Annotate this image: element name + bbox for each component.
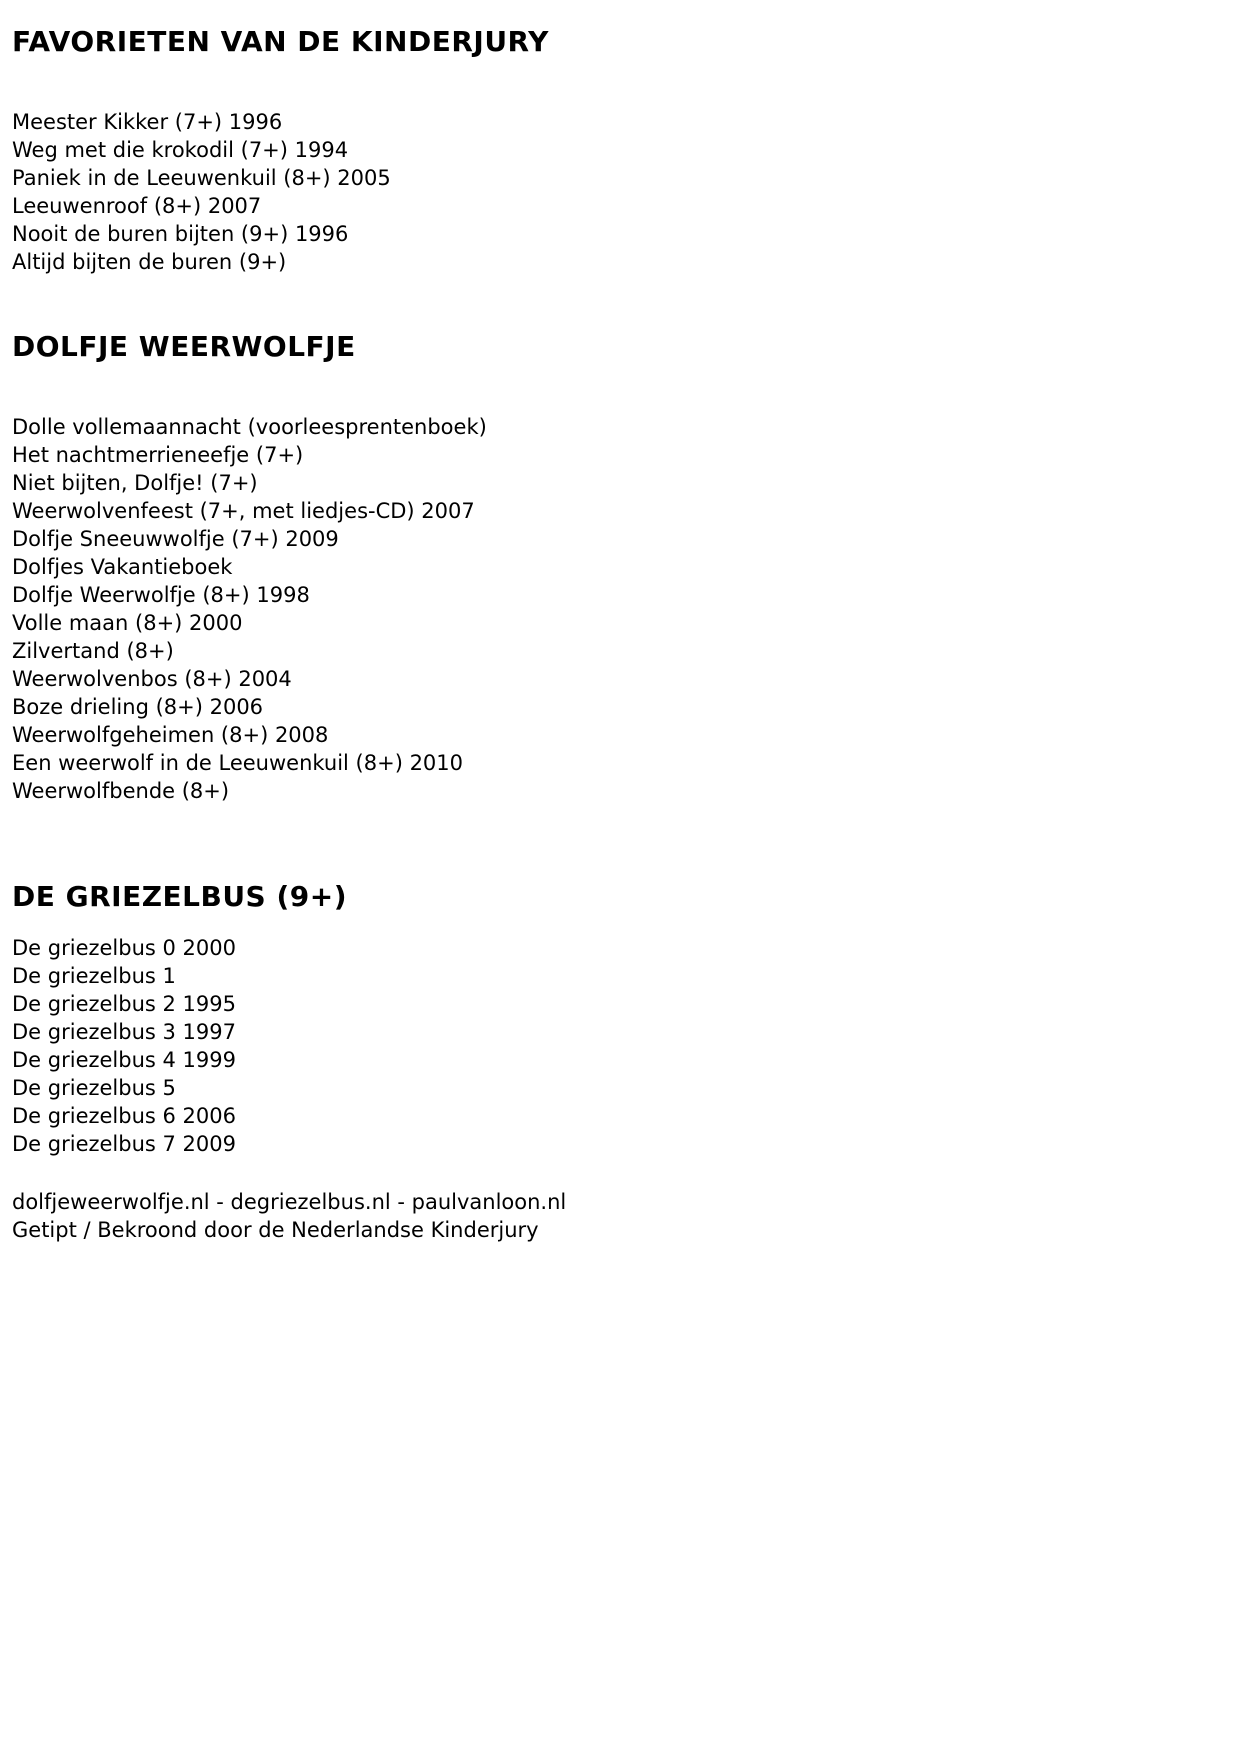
book-list-item: De griezelbus 5 (12, 1076, 176, 1100)
book-list-item: Dolfje Weerwolfje (8+) 1998 (12, 583, 310, 607)
book-list-item: De griezelbus 7 2009 (12, 1132, 236, 1156)
section-de-griezelbus (12, 879, 1200, 1158)
book-list-dolfje-weerwolfje (12, 413, 1200, 805)
book-list-item: Weerwolvenbos (8+) 2004 (12, 667, 292, 691)
book-list-item: Volle maan (8+) 2000 (12, 611, 243, 635)
book-list-item: Dolfjes Vakantieboek (12, 555, 233, 579)
book-list-item: Zilvertand (8+) (12, 639, 174, 663)
book-list-item: Weerwolvenfeest (7+, met liedjes-CD) 2007 (12, 499, 475, 523)
book-list-item: De griezelbus 0 2000 (12, 936, 236, 960)
book-list-item: Weerwolfgeheimen (8+) 2008 (12, 723, 329, 747)
book-list-item: De griezelbus 2 1995 (12, 992, 236, 1016)
section-title-de-griezelbus: DE GRIEZELBUS (9+) (12, 880, 348, 913)
book-list-item: Weg met die krokodil (7+) 1994 (12, 138, 349, 162)
footer (12, 1188, 1200, 1244)
section-favorieten-kinderjury (12, 24, 1200, 276)
book-list-favorieten (12, 108, 1200, 276)
book-list-item: Het nachtmerrieneefje (7+) (12, 443, 304, 467)
footer-kinderjury-note: Getipt / Bekroond door de Nederlandse Kinderjury (12, 1218, 539, 1242)
book-list-item: Leeuwenroof (8+) 2007 (12, 194, 262, 218)
book-list-item: Een weerwolf in de Leeuwenkuil (8+) 2010 (12, 751, 464, 775)
section-title-favorieten: FAVORIETEN VAN DE KINDERJURY (12, 25, 549, 58)
book-list-item: De griezelbus 6 2006 (12, 1104, 236, 1128)
book-list-item: Boze drieling (8+) 2006 (12, 695, 264, 719)
section-dolfje-weerwolfje (12, 329, 1200, 805)
book-list-item: De griezelbus 3 1997 (12, 1020, 236, 1044)
book-list-item: Dolle vollemaannacht (voorleesprentenboek) (12, 415, 487, 439)
book-list-item: Dolfje Sneeuwwolfje (7+) 2009 (12, 527, 339, 551)
book-list-item: De griezelbus 1 (12, 964, 176, 988)
book-list-item: Nooit de buren bijten (9+) 1996 (12, 222, 349, 246)
book-list-item: Altijd bijten de buren (9+) (12, 250, 287, 274)
book-list-item: Weerwolfbende (8+) (12, 779, 230, 803)
footer-websites-line: dolfjeweerwolfje.nl - degriezelbus.nl - paulvanloon.nl (12, 1190, 567, 1214)
book-list-item: De griezelbus 4 1999 (12, 1048, 236, 1072)
book-list-de-griezelbus (12, 934, 1200, 1158)
section-title-dolfje-weerwolfje: DOLFJE WEERWOLFJE (12, 330, 356, 363)
book-list-item: Meester Kikker (7+) 1996 (12, 110, 283, 134)
book-list-item: Niet bijten, Dolfje! (7+) (12, 471, 258, 495)
book-list-item: Paniek in de Leeuwenkuil (8+) 2005 (12, 166, 391, 190)
